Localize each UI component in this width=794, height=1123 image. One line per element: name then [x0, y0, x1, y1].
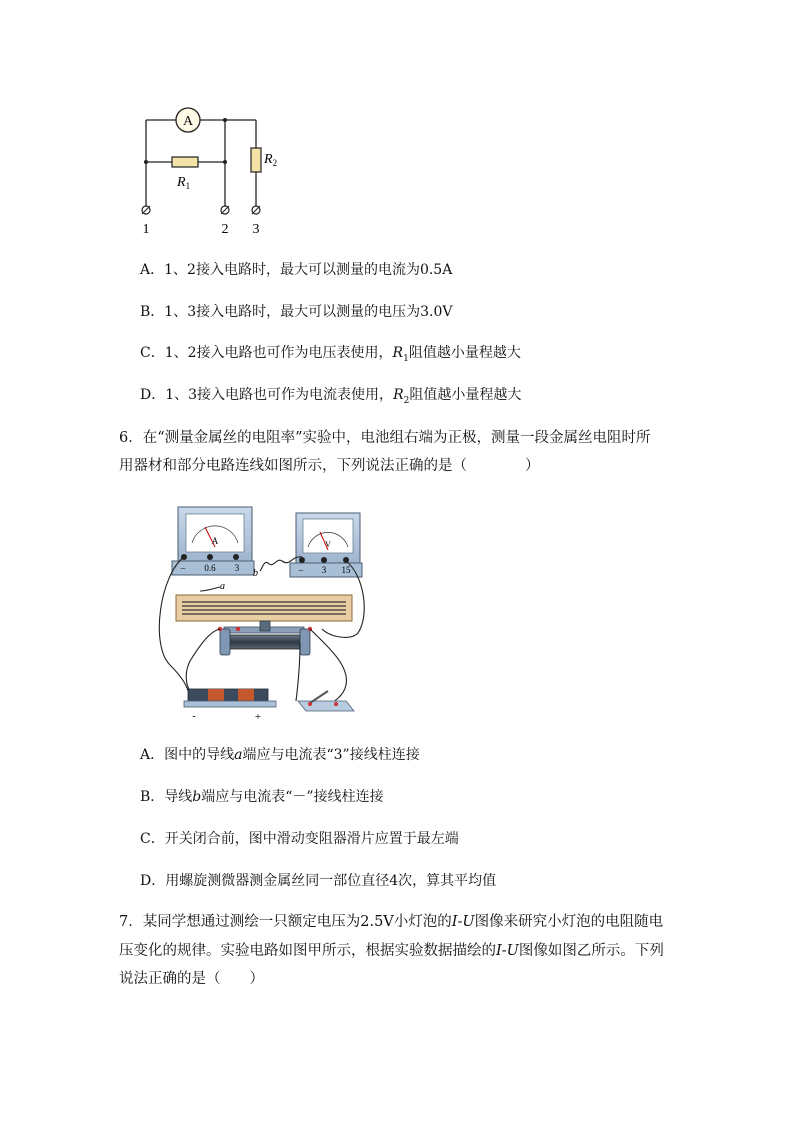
battery-plus-label: +: [254, 711, 262, 723]
svg-text:2: 2: [221, 222, 229, 237]
terminal-1: [142, 206, 150, 237]
q6-option-c[interactable]: C．开关闭合前，图中滑动变阻器滑片应置于最左端: [140, 831, 459, 847]
q6-option-b[interactable]: B．导线b端应与电流表“－”接线柱连接: [140, 789, 384, 805]
svg-text:V: V: [325, 540, 331, 549]
q6-line-2: 用器材和部分电路连线如图所示，下列说法正确的是（ ）: [119, 458, 540, 474]
q7-line-3: 说法正确的是（ ）: [119, 971, 264, 987]
svg-text:3: 3: [252, 222, 260, 237]
terminal-2: [221, 206, 229, 237]
voltmeter: [290, 513, 362, 577]
switch: [298, 691, 354, 711]
battery-minus-label: -: [192, 711, 196, 722]
rheostat: [218, 621, 312, 655]
q5-option-a[interactable]: A．1、2接入电路时，最大可以测量的电流为0.5A: [140, 262, 453, 278]
q5-option-d[interactable]: D．1、3接入电路也可作为电流表使用，$R_2$阻值越小量程越大: [140, 387, 522, 406]
q6-option-d[interactable]: D．用螺旋测微器测金属丝同一部位直径4次，算其平均值: [140, 873, 497, 889]
svg-text:A: A: [182, 114, 194, 129]
apparatus-illustration: [150, 505, 370, 725]
q7-line-2: 压变化的规律。实验电路如图甲所示，根据实验数据描绘的I-U图像如图乙所示。下列: [119, 943, 664, 959]
q5-option-c[interactable]: C．1、2接入电路也可作为电压表使用，$R_1$阻值越小量程越大: [140, 345, 521, 364]
circuit-diagram: [120, 100, 300, 240]
svg-text:–: –: [298, 565, 304, 575]
q6-line-1: 6．在“测量金属丝的电阻率”实验中，电池组右端为正极，测量一段金属丝电阻时所: [119, 430, 651, 446]
resistor-r2-label: $R_2$: [264, 152, 278, 168]
wire-b-label: b: [253, 568, 258, 579]
ammeter: [172, 507, 254, 575]
metal-wire-board: [176, 595, 352, 621]
ammeter-symbol: [176, 108, 200, 132]
svg-text:–: –: [180, 563, 186, 573]
resistor-r1: [172, 157, 198, 167]
svg-text:A: A: [211, 536, 219, 546]
q7-line-1: 7．某同学想通过测绘一只额定电压为2.5V小灯泡的I-U图像来研究小灯泡的电阻随电: [119, 914, 664, 930]
svg-text:0.6: 0.6: [204, 563, 216, 573]
terminal-3: [252, 206, 260, 237]
svg-text:3: 3: [234, 563, 240, 573]
battery: [184, 689, 276, 723]
svg-text:3: 3: [321, 565, 327, 575]
wire-a-label: a: [220, 581, 225, 592]
svg-text:1: 1: [142, 222, 150, 237]
resistor-r2: [251, 148, 261, 172]
resistor-r1-label: $R_1$: [177, 175, 191, 191]
q6-option-a[interactable]: A．图中的导线a端应与电流表“3”接线柱连接: [140, 747, 420, 763]
q5-option-b[interactable]: B．1、3接入电路时，最大可以测量的电压为3.0V: [140, 304, 453, 320]
svg-text:15: 15: [341, 565, 351, 575]
